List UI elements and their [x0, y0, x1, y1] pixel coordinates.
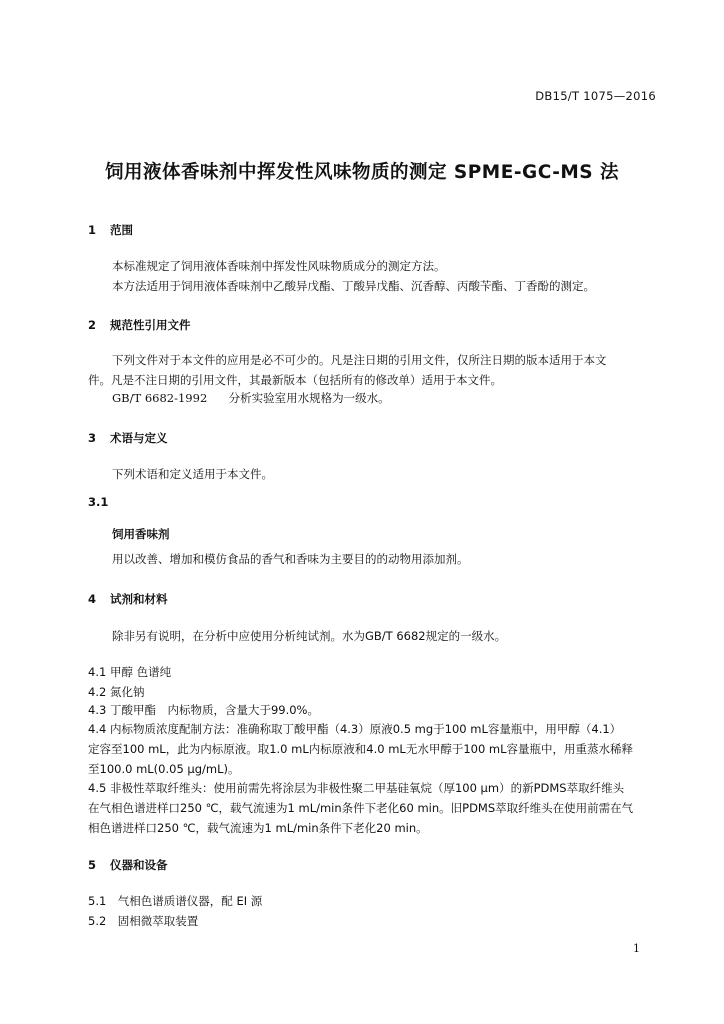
section-3-para-1: 下列术语和定义适用于本文件。: [112, 467, 273, 481]
section-5-title: 仪器和设备: [110, 858, 168, 872]
section-1-heading: [88, 222, 656, 238]
item-4-5-line-1: 4.5 非极性萃取纤维头：使用前需先将涂层为非极性聚二甲基硅氧烷（厚100 μm）的新PDMS萃取纤维头: [88, 781, 625, 795]
term-name: 饲用香味剂: [112, 527, 170, 541]
reference-code: GB/T 6682-1992: [112, 391, 208, 405]
item-4-3: 4.3 丁酸甲酯 内标物质，含量大于99.0%。: [88, 703, 319, 717]
section-4-para-1: 除非另有说明，在分析中应使用分析纯试剂。水为GB/T 6682规定的一级水。: [112, 629, 507, 643]
section-1-para-2: 本方法适用于饲用液体香味剂中乙酸异戊酯、丁酸异戊酯、沉香醇、丙酸苄酯、丁香酚的测定。: [112, 279, 595, 293]
document-title: 饲用液体香味剂中挥发性风味物质的测定 SPME-GC-MS 法: [104, 162, 620, 183]
reference-text: 分析实验室用水规格为一级水。: [228, 391, 390, 405]
subsection-3-1-number: 3.1: [88, 495, 109, 509]
section-4-title: 试剂和材料: [110, 592, 168, 606]
item-4-4-line-3: 至100.0 mL(0.05 μg/mL)。: [88, 762, 240, 776]
item-5-1: 5.1 气相色谱质谱仪器，配 EI 源: [88, 894, 263, 908]
item-4-5-line-2: 在气相色谱进样口250 ℃，载气流速为1 mL/min条件下老化60 min。旧PDMS萃取纤维头在使用前需在气: [88, 801, 634, 815]
section-5-number: 5: [88, 858, 97, 872]
term-definition: 用以改善、增加和模仿食品的香气和香味为主要目的的动物用添加剂。: [112, 552, 469, 566]
section-2-number: 2: [88, 318, 97, 332]
item-4-4-line-2: 定容至100 mL，此为内标原液。取1.0 mL内标原液和4.0 mL无水甲醇于100 mL容量瓶中，用重蒸水稀释: [88, 742, 634, 756]
item-4-4-line-1: 4.4 内标物质浓度配制方法：准确称取丁酸甲酯（4.3）原液0.5 mg于100 mL容量瓶中，用甲醇（4.1）: [88, 722, 622, 736]
section-3-heading: [88, 430, 656, 446]
section-1-title: 范围: [110, 223, 134, 237]
section-3-number: 3: [88, 431, 97, 445]
section-2-para-1a: 下列文件对于本文件的应用是必不可少的。凡是注日期的引用文件，仅所注日期的版本适用于本文: [112, 353, 607, 367]
section-4-heading: [88, 591, 656, 607]
standard-code: DB15/T 1075—2016: [535, 89, 656, 103]
item-4-2: 4.2 氮化钠: [88, 685, 145, 699]
section-5-heading: [88, 857, 656, 873]
section-1-para-1: 本标准规定了饲用液体香味剂中挥发性风味物质成分的测定方法。: [112, 259, 446, 273]
section-2-heading: [88, 317, 656, 333]
section-3-title: 术语与定义: [110, 431, 168, 445]
section-2-para-1b: 件。凡是不注日期的引用文件，其最新版本（包括所有的修改单）适用于本文件。: [88, 373, 502, 387]
section-2-title: 规范性引用文件: [110, 318, 191, 332]
item-4-5-line-3: 相色谱进样口250 ℃，载气流速为1 mL/min条件下老化20 min。: [88, 821, 428, 835]
item-4-1: 4.1 甲醇 色谱纯: [88, 665, 172, 679]
section-1-number: 1: [88, 223, 97, 237]
normative-reference: [112, 388, 680, 409]
item-5-2: 5.2 固相微萃取装置: [88, 914, 199, 928]
page-number: 1: [633, 942, 640, 955]
section-4-number: 4: [88, 592, 97, 606]
